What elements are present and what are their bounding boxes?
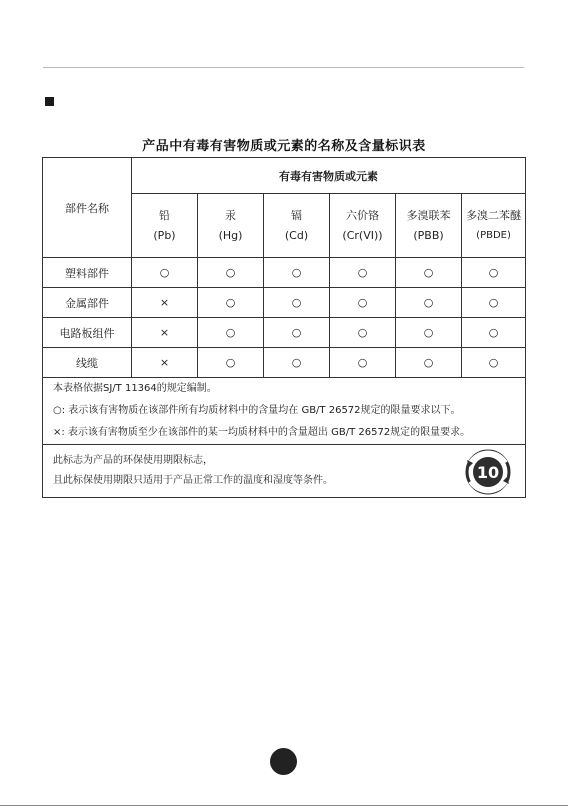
table-cell: ○ <box>198 348 264 378</box>
table-cell: ○ <box>396 318 462 348</box>
part-name: 金属部件 <box>43 288 132 318</box>
table-cell: ○ <box>462 288 526 318</box>
substance-header-pbde: 多溴二苯醚 (PBDE) <box>462 194 526 258</box>
table-row <box>43 348 526 378</box>
table-cell: ○ <box>396 288 462 318</box>
table-cell: ○ <box>264 318 330 348</box>
table-cell: ○ <box>330 318 396 348</box>
page-number-badge <box>270 748 297 775</box>
note-circle-meaning: ○: 表示该有害物质在该部件所有均质材料中的含量均在 GB/T 26572规定的限量要求以下。 <box>53 405 461 416</box>
environment-period-section <box>43 445 526 498</box>
part-name-header: 部件名称 <box>43 158 132 258</box>
table-cell: × <box>132 318 198 348</box>
table-cell: ○ <box>330 258 396 288</box>
table-title: 产品中有毒有害物质或元素的名称及含量标识表 <box>142 139 426 154</box>
environment-line-2: 且此标保使用期限只适用于产品正常工作的温度和湿度等条件。 <box>53 475 333 486</box>
table-cell: ○ <box>264 288 330 318</box>
table-cell: ○ <box>198 258 264 288</box>
bottom-divider <box>0 805 568 806</box>
substance-header-cd: 镉 (Cd) <box>264 194 330 258</box>
table-row <box>43 318 526 348</box>
part-name: 线缆 <box>43 348 132 378</box>
substances-header: 有毒有害物质或元素 <box>132 158 526 194</box>
table-notes <box>43 378 526 445</box>
table-cell: × <box>132 288 198 318</box>
table-cell: × <box>132 348 198 378</box>
table-cell: ○ <box>264 348 330 378</box>
table-cell: ○ <box>462 258 526 288</box>
environment-line-1: 此标志为产品的环保使用期限标志， <box>53 455 213 466</box>
table-cell: ○ <box>396 258 462 288</box>
table-row <box>43 258 526 288</box>
logo-number: 10 <box>476 463 500 482</box>
environmental-protection-period-icon <box>465 449 511 495</box>
table-cell: ○ <box>462 318 526 348</box>
table-row <box>43 288 526 318</box>
note-standard: 本表格依据SJ/T 11364的规定编制。 <box>53 383 217 394</box>
table-cell: ○ <box>198 288 264 318</box>
table-cell: ○ <box>132 258 198 288</box>
hazardous-substances-table <box>42 157 526 498</box>
section-bullet-icon <box>45 97 54 106</box>
substance-header-pb: 铅 (Pb) <box>132 194 198 258</box>
part-name: 电路板组件 <box>43 318 132 348</box>
substance-header-hg: 汞 (Hg) <box>198 194 264 258</box>
table-cell: ○ <box>330 348 396 378</box>
top-divider <box>43 67 524 68</box>
table-cell: ○ <box>264 258 330 288</box>
substance-header-pbb: 多溴联苯 (PBB) <box>396 194 462 258</box>
note-cross-meaning: ×: 表示该有害物质至少在该部件的某一均质材料中的含量超出 GB/T 26572规定的限量要求。 <box>53 427 471 438</box>
part-name: 塑料部件 <box>43 258 132 288</box>
table-cell: ○ <box>462 348 526 378</box>
table-cell: ○ <box>330 288 396 318</box>
substance-header-cr: 六价铬 (Cr(VI)) <box>330 194 396 258</box>
table-cell: ○ <box>198 318 264 348</box>
table-cell: ○ <box>396 348 462 378</box>
